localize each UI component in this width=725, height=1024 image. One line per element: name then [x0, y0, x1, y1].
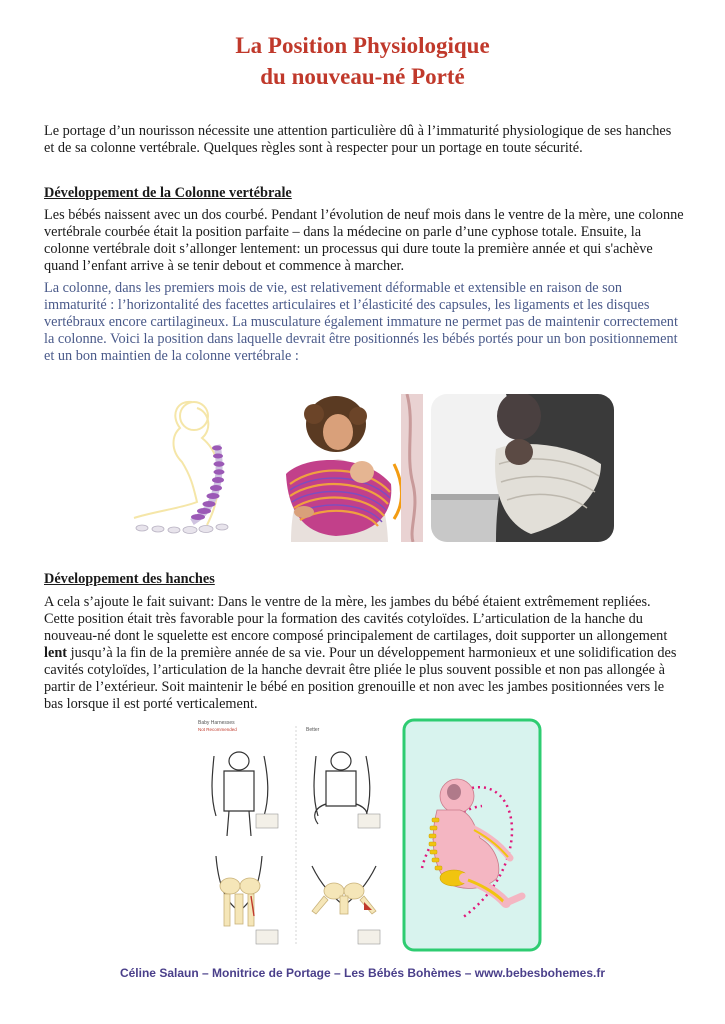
spine-figure-row [0, 390, 725, 542]
hips-text-bold: lent [44, 645, 68, 661]
page-title [0, 30, 725, 92]
hip-carrier-diagram [194, 716, 399, 952]
spine-paragraph-2: La colonne, dans les premiers mois de vie, est relativement déformable et extensible en raison de son immaturité : l’horizontalité des facettes articulaires et l’élasticité des capsules, les ligaments et les disques vertébraux encore cartilagineux. La musculature également immature ne permet pas de maintenir correctement la colonne. Voici la position dans laquelle devrait être positionnés les bébés portés pour un bon positionnement et un bon maintien de la colonne vertébrale : [44, 280, 678, 364]
father-wrap-photo [401, 394, 616, 542]
not-recommended-label: Not Recommended [198, 727, 237, 732]
hips-paragraph [44, 594, 684, 713]
spine-diagram-icon [122, 390, 252, 540]
better-label: Better [306, 727, 320, 733]
spine-paragraph-1: Les bébés naissent avec un dos courbé. Pendant l’évolution de neuf mois dans le ventre de la mère, une colonne vertébrale courbée était la position parfaite – dans la médecine on parle d’une cyphose totale. Ensuite, la colonne vertébrale doit s’allonger lentement: un processus qui dure toute la première année et qui s'achève quand l’enfant arrive à se tenir debout et commence à marcher. [44, 207, 684, 274]
intro-paragraph: Le portage d’un nourisson nécessite une attention particulière dû à l’immaturité physiologique de ses hanches et de sa colonne vertébrale. Quelques règles sont à respecter pour un portage en toute sécurité. [44, 123, 672, 156]
section-heading-spine: Développement de la Colonne vertébrale [44, 185, 292, 201]
hips-text-part-1: A cela s’ajoute le fait suivant: Dans le ventre de la mère, les jambes du bébé étaient extrêmement repliées. Cette position était très favorable pour la formation des cavités cotyloïdes. L’articulation de la hanche du nouveau-né dont le squelette est encore composé principalement de cartilages, doit supporter un allongement [44, 594, 668, 644]
title-line-1: La Position Physiologique [235, 33, 490, 58]
baby-skeleton-diagram [402, 718, 542, 952]
mother-wrap-photo [266, 394, 401, 542]
hips-text-part-2: jusqu’à la fin de la première année de sa vie. Pour un développement harmonieux et une solidification des cavités cotyloïdes, l’articulation de la hanche devrait être pliée le plus souvent possible et non pas allongée à partir de l’extérieur. Soit maintenir le bébé en position grenouille et non avec les jambes positionnées vers le bas lorsque il est porté verticalement. [44, 645, 677, 712]
footer-credits: Céline Salaun – Monitrice de Portage – Les Bébés Bohèmes – www.bebesbohemes.fr [119, 966, 606, 980]
title-line-2: du nouveau-né Porté [260, 64, 465, 89]
brand-label: Baby Harnesses [198, 720, 235, 726]
section-heading-hips: Développement des hanches [44, 571, 215, 587]
